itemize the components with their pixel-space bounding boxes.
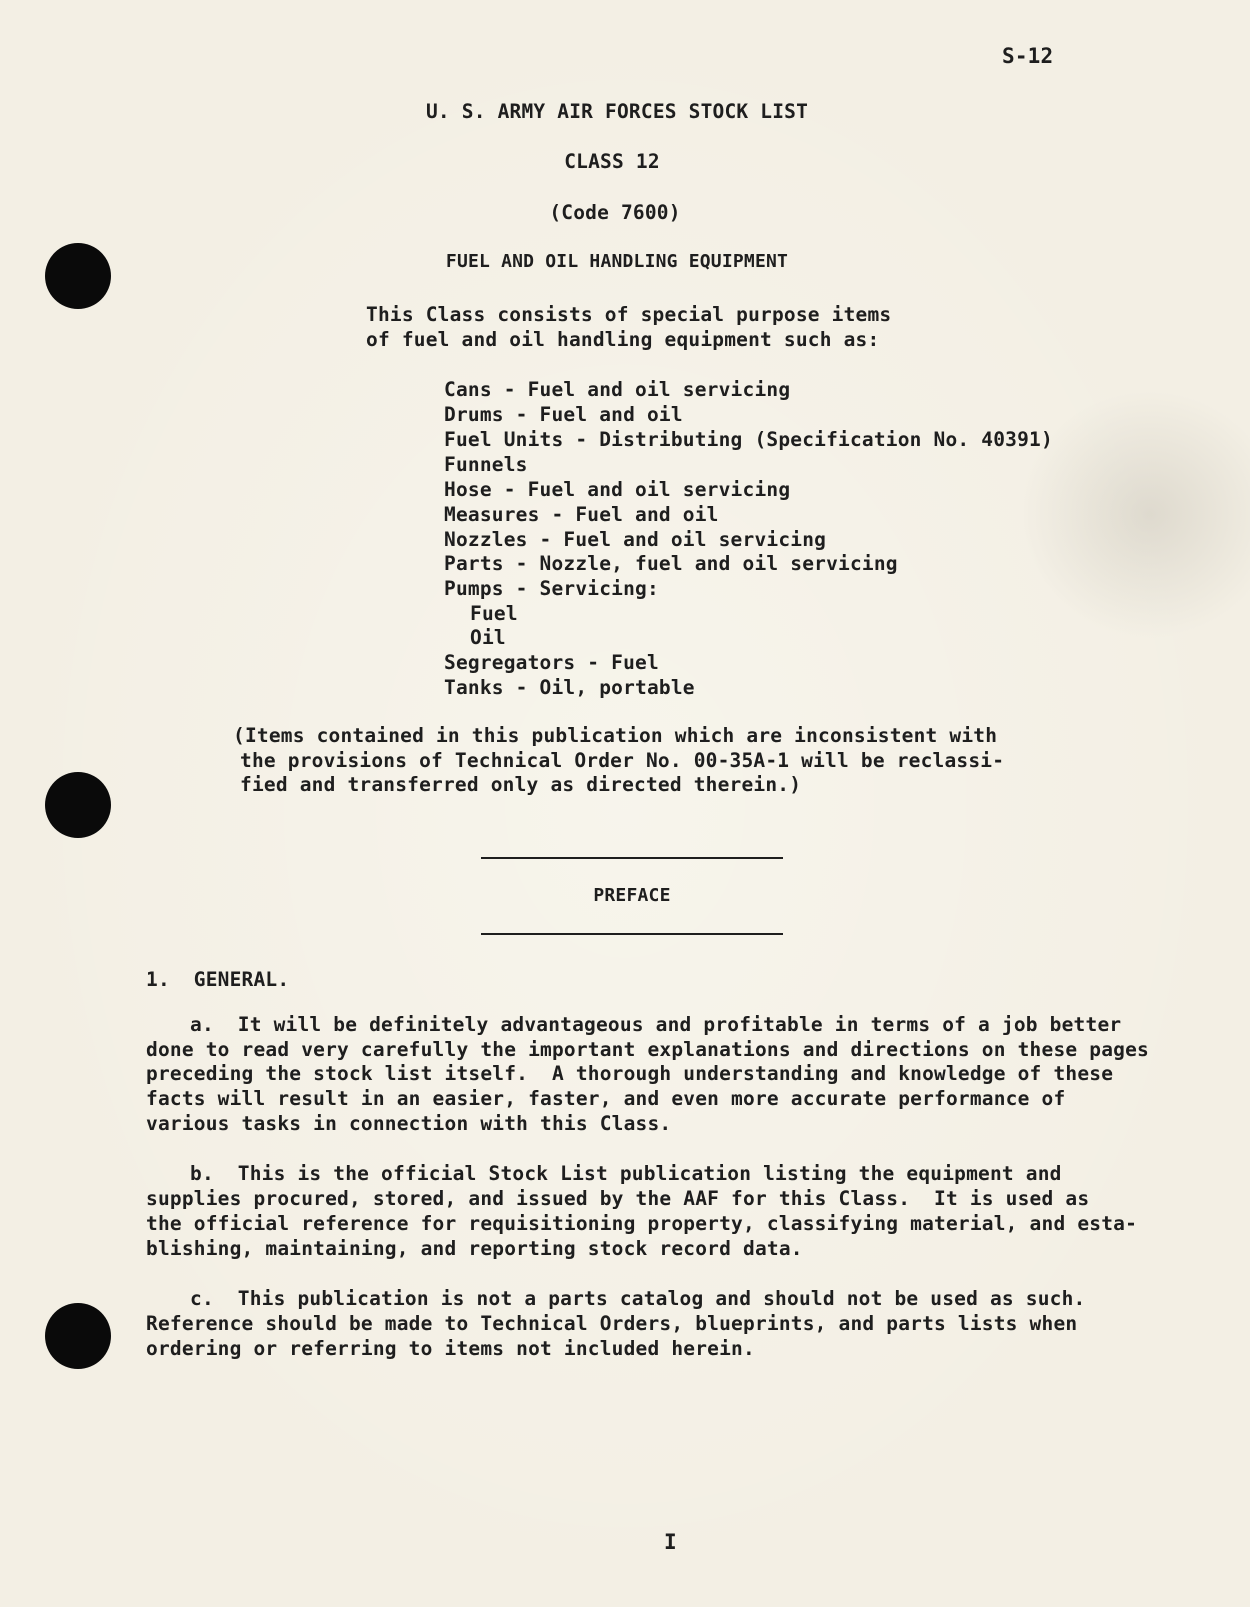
- punch-hole-middle: [45, 772, 111, 838]
- list-item: Parts - Nozzle, fuel and oil servicing: [444, 552, 898, 575]
- list-item: Segregators - Fuel: [444, 651, 659, 674]
- paragraph-line: supplies procured, stored, and issued by the AAF for this Class. It is used as: [146, 1187, 1090, 1210]
- paragraph-line: b. This is the official Stock List publication listing the equipment and: [190, 1162, 1062, 1185]
- document-title: U. S. ARMY AIR FORCES STOCK LIST: [425, 100, 809, 123]
- paragraph-line: ordering or referring to items not included herein.: [146, 1337, 755, 1360]
- note-line-3: fied and transferred only as directed therein.): [240, 773, 802, 796]
- list-item: Fuel Units - Distributing (Specification No. 40391): [444, 428, 1053, 451]
- section-heading-general: 1. GENERAL.: [146, 968, 290, 991]
- intro-line-2: of fuel and oil handling equipment such as:: [366, 328, 880, 351]
- punch-hole-bottom: [45, 1303, 111, 1369]
- list-item: Nozzles - Fuel and oil servicing: [444, 528, 827, 551]
- note-line-2: the provisions of Technical Order No. 00-35A-1 will be reclassi-: [240, 749, 1005, 772]
- paragraph-line: preceding the stock list itself. A thorough understanding and knowledge of these: [146, 1062, 1114, 1085]
- rule-above-preface: [481, 857, 783, 859]
- list-sub-item: Fuel: [470, 602, 518, 625]
- intro-line-1: This Class consists of special purpose items: [366, 303, 892, 326]
- rule-below-preface: [481, 933, 783, 935]
- paragraph-line: Reference should be made to Technical Orders, blueprints, and parts lists when: [146, 1312, 1078, 1335]
- list-item: Cans - Fuel and oil servicing: [444, 378, 791, 401]
- paragraph-line: various tasks in connection with this Class.: [146, 1112, 672, 1135]
- list-sub-item: Oil: [470, 626, 506, 649]
- paragraph-line: blishing, maintaining, and reporting stock record data.: [146, 1237, 803, 1260]
- subject-heading: FUEL AND OIL HANDLING EQUIPMENT: [445, 251, 789, 272]
- list-item: Tanks - Oil, portable: [444, 676, 695, 699]
- paragraph-line: done to read very carefully the important explanations and directions on these pages: [146, 1038, 1149, 1061]
- list-item: Drums - Fuel and oil: [444, 403, 683, 426]
- paragraph-line: the official reference for requisitioning property, classifying material, and esta-: [146, 1212, 1138, 1235]
- paragraph-line: c. This publication is not a parts catalog and should not be used as such.: [190, 1287, 1086, 1310]
- note-line-1: (Items contained in this publication which are inconsistent with: [233, 724, 998, 747]
- code-line: (Code 7600): [549, 201, 681, 224]
- page-label: S-12: [1002, 44, 1054, 68]
- preface-heading: PREFACE: [593, 885, 671, 906]
- list-item: Funnels: [444, 453, 528, 476]
- paragraph-line: a. It will be definitely advantageous and profitable in terms of a job better: [190, 1013, 1122, 1036]
- paragraph-line: facts will result in an easier, faster, and even more accurate performance of: [146, 1087, 1066, 1110]
- list-item: Pumps - Servicing:: [444, 577, 659, 600]
- list-item: Hose - Fuel and oil servicing: [444, 478, 791, 501]
- page-number: I: [664, 1530, 677, 1554]
- class-line: CLASS 12: [564, 150, 660, 173]
- list-item: Measures - Fuel and oil: [444, 503, 719, 526]
